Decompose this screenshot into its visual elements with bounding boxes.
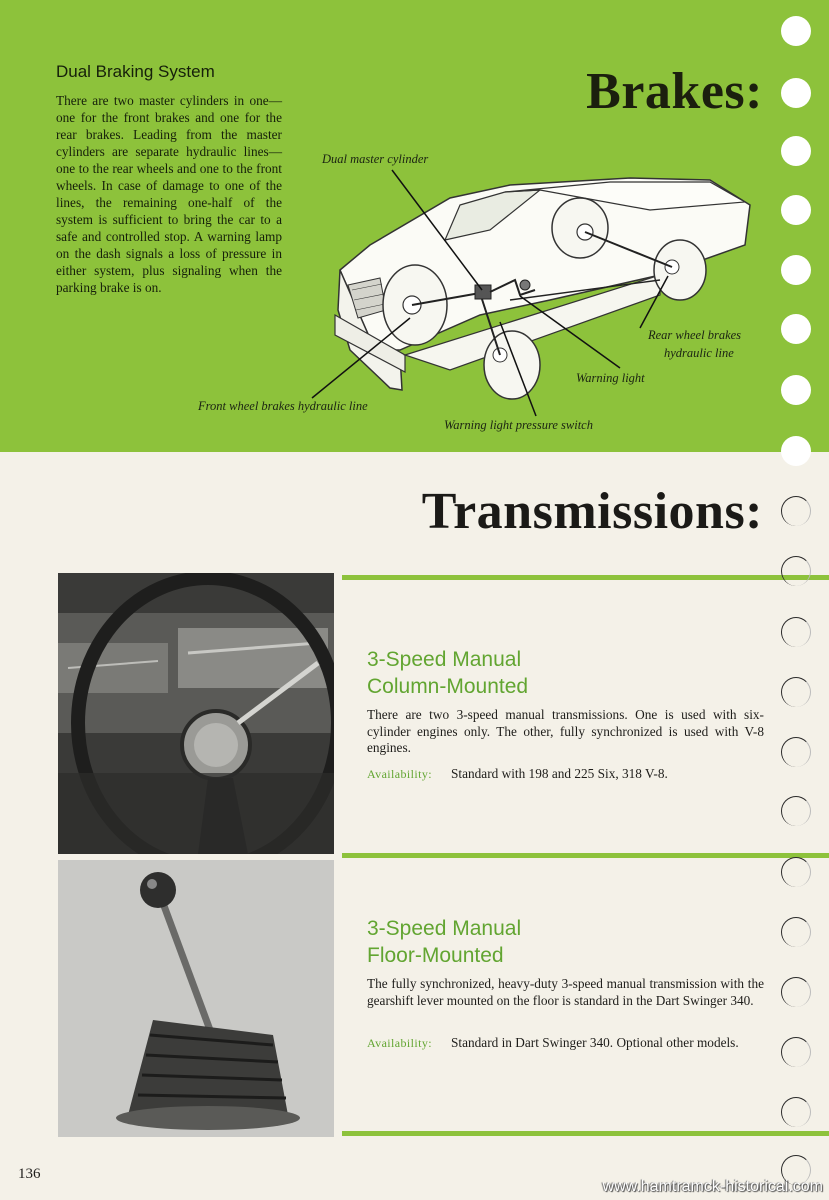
binder-hole (781, 1037, 811, 1067)
binder-hole (781, 314, 811, 344)
page-number: 136 (18, 1166, 41, 1182)
availability-floor-mounted (367, 1035, 764, 1052)
dual-braking-heading: Dual Braking System (56, 62, 215, 81)
binder-hole (781, 677, 811, 707)
binder-hole (781, 136, 811, 166)
availability-label: Availability: (367, 1036, 432, 1050)
callout-rear-brakes-line2: hydraulic line (664, 346, 734, 360)
binder-hole (781, 737, 811, 767)
divider-rule (342, 1131, 829, 1136)
item-title-floor-mounted (367, 915, 521, 969)
binder-hole (781, 917, 811, 947)
binder-hole (781, 857, 811, 887)
item-title-line: 3-Speed Manual (367, 648, 522, 671)
availability-text: Standard with 198 and 225 Six, 318 V-8. (451, 766, 668, 781)
item-title-line: Column-Mounted (367, 675, 529, 698)
availability-column-mounted (367, 766, 764, 783)
dual-braking-body: There are two master cylinders in one—one for the front brakes and one for the rear brakes. Leading from the master cylinders are separate hydraulic lines—one to the rear wheels and one to the front wheels. In case of damage to one of the lines, the remaining one-half of the system is sufficient to bring the car to a safe and controlled stop. A warning lamp on the dash signals a loss of pressure in either system, plus signaling when the parking brake is on. (56, 93, 282, 295)
brakes-section-title: Brakes: (586, 63, 763, 120)
item-title-line: Floor-Mounted (367, 944, 504, 967)
availability-label: Availability: (367, 767, 432, 781)
watermark: www.hamtramck-historical.com (602, 1178, 823, 1195)
callout-front-brakes-line: Front wheel brakes hydraulic line (198, 399, 368, 413)
binder-hole (781, 255, 811, 285)
binder-hole (781, 195, 811, 225)
item-body-column-mounted: There are two 3-speed manual transmissions. One is used with six-cylinder engines only. The other, fully synchronized is used with V-8 engines. (367, 707, 764, 755)
steering-column-photo (58, 573, 334, 854)
binder-hole (781, 617, 811, 647)
item-title-line: 3-Speed Manual (367, 917, 522, 940)
brakes-panel (0, 0, 829, 452)
binder-hole (781, 1097, 811, 1127)
binder-hole (781, 977, 811, 1007)
binder-hole (781, 496, 811, 526)
callout-pressure-switch: Warning light pressure switch (444, 418, 593, 432)
callout-dual-master-cylinder: Dual master cylinder (322, 152, 429, 166)
binder-hole (781, 375, 811, 405)
callout-warning-light: Warning light (576, 371, 645, 385)
item-body-floor-mounted: The fully synchronized, heavy-duty 3-speed manual transmission with the gearshift lever mounted on the floor is standard in the Dart Swinger 340. (367, 976, 764, 1008)
binder-hole (781, 78, 811, 108)
divider-rule (342, 575, 829, 580)
transmissions-section-title: Transmissions: (421, 483, 763, 540)
binder-hole (781, 436, 811, 466)
divider-rule (342, 853, 829, 858)
callout-rear-brakes-line1: Rear wheel brakes (648, 328, 742, 342)
availability-text: Standard in Dart Swinger 340. Optional other models. (451, 1035, 739, 1050)
binder-hole (781, 556, 811, 586)
binder-hole (781, 16, 811, 46)
binder-hole (781, 1155, 811, 1185)
binder-hole (781, 796, 811, 826)
item-title-column-mounted (367, 646, 528, 700)
floor-shifter-photo (58, 860, 334, 1137)
